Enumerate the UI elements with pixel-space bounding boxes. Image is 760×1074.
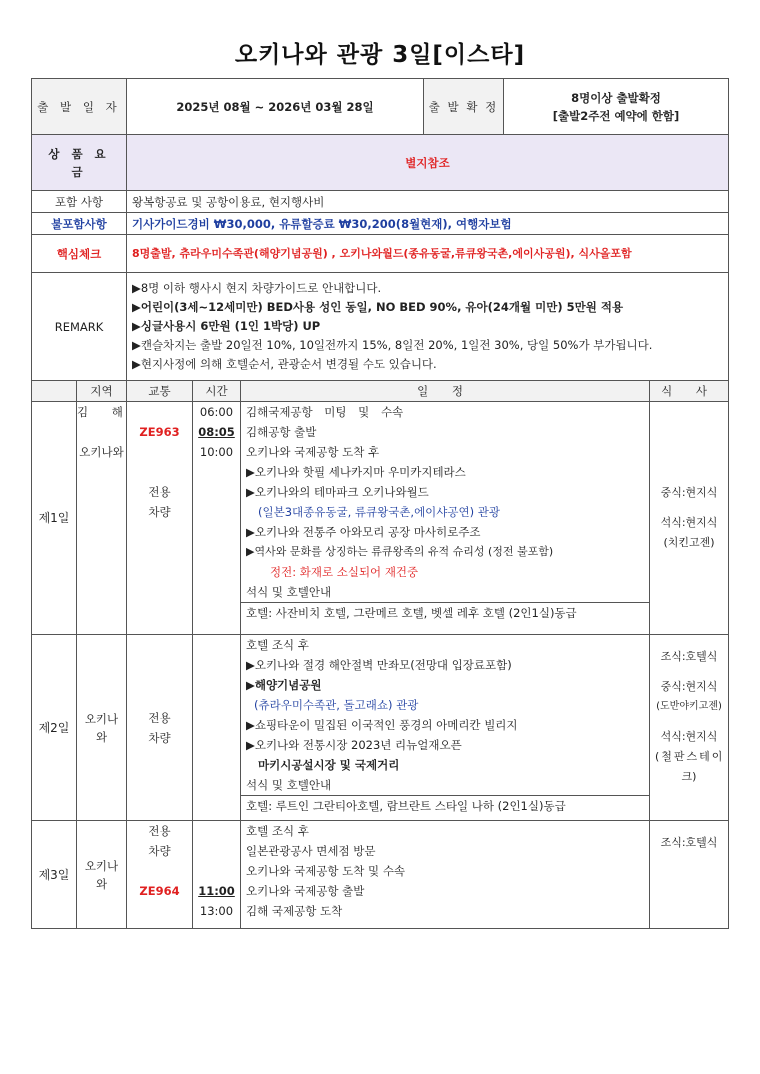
confirm-line-1: 8명이상 출발확정 bbox=[571, 90, 661, 105]
day-1-region-1: 김 해 bbox=[77, 405, 133, 419]
day-1-hotel: 호텔: 사잔비치 호텔, 그란메르 호텔, 벳셀 레후 호텔 (2인1실)동급 bbox=[241, 602, 649, 624]
page-title: 오키나와 관광 3일[이스타] bbox=[234, 42, 526, 68]
day-3-label: 제3일 bbox=[32, 821, 77, 929]
excluded-value: 기사가이드경비 ₩30,000, 유류할증료 ₩30,200(8월현재), 여행자보험 bbox=[127, 213, 729, 235]
meal: 중식:현지식 bbox=[660, 486, 718, 499]
included-value: 왕복항공료 및 공항이용료, 현지행사비 bbox=[127, 191, 729, 213]
key-check-value: 8명출발, 츄라우미수족관(해양기념공원) , 오키나와월드(종유동굴,류큐왕국촌,에이사공원), 식사올포함 bbox=[127, 235, 729, 273]
price-label: 상 품 요 금 bbox=[32, 135, 127, 191]
remark-line: ▶어린이(3세~12세미만) BED사용 성인 동일, NO BED 90%, 유아(24개월 미만) 5만원 적용 bbox=[132, 300, 624, 314]
header-transport: 교통 bbox=[127, 381, 193, 402]
day-2-transport-2: 차량 bbox=[148, 730, 171, 745]
header-meals: 식 사 bbox=[650, 381, 729, 402]
header-time: 시간 bbox=[193, 381, 241, 402]
day-1-time-2: 08:05 bbox=[198, 425, 235, 439]
day-1-time-1: 06:00 bbox=[199, 405, 234, 419]
day-2-region: 오키나와 bbox=[77, 635, 127, 821]
day-2-hotel: 호텔: 루트인 그란티아호텔, 람브란트 스타일 나하 (2인1실)동급 bbox=[241, 795, 649, 817]
excluded-label: 불포함사항 bbox=[32, 213, 127, 235]
price-row bbox=[32, 135, 729, 191]
day-2-transport-1: 전용 bbox=[148, 710, 171, 725]
remark-line: ▶싱글사용시 6만원 (1인 1박당) UP bbox=[132, 319, 321, 333]
day-3-transport-2: 차량 bbox=[148, 844, 171, 858]
departure-row bbox=[32, 79, 729, 135]
day-3-flight: ZE964 bbox=[139, 884, 180, 898]
day-1-time-3: 10:00 bbox=[199, 445, 234, 459]
itinerary-item: ▶쇼핑타운이 밀집된 이국적인 풍경의 아메리칸 빌리지 bbox=[246, 718, 518, 732]
itinerary-item: 오키나와 국제공항 도착 및 수속 bbox=[246, 864, 406, 878]
itinerary-item: 마키시공설시장 및 국제거리 bbox=[258, 758, 400, 772]
meal: 석식:현지식 bbox=[660, 516, 718, 529]
day-1-row bbox=[32, 402, 729, 635]
itinerary-item: 일본관광공사 면세점 방문 bbox=[246, 844, 376, 858]
included-row bbox=[32, 191, 729, 213]
itinerary-item: ▶오키나와 절경 해안절벽 만좌모(전망대 입장료포함) bbox=[246, 658, 512, 672]
remark-row bbox=[32, 273, 729, 381]
day-1-transport-2: 차량 bbox=[148, 505, 171, 519]
day-2-label: 제2일 bbox=[32, 635, 77, 821]
confirm-label: 출 발 확 정 bbox=[423, 79, 504, 134]
remark-line: ▶현지사정에 의해 호텔순서, 관광순서 변경될 수도 있습니다. bbox=[132, 357, 437, 371]
day-3-region: 오키나와 bbox=[77, 821, 127, 929]
meal: 조식:호텔식 bbox=[660, 836, 718, 849]
remark-label: REMARK bbox=[32, 273, 127, 381]
itinerary-item: 오키나와 국제공항 도착 후 bbox=[246, 445, 380, 459]
itinerary-item: ▶해양기념공원 bbox=[246, 678, 322, 692]
remark-line: ▶캔슬차지는 출발 20일전 10%, 10일전까지 15%, 8일전 20%, 1일전 30%, 당일 50%가 부가됩니다. bbox=[132, 338, 653, 352]
meal: 석식:현지식 bbox=[660, 730, 718, 743]
departure-label: 출 발 일 자 bbox=[32, 79, 127, 135]
itinerary-item: ▶오키나와 핫필 세나카지마 우미카지테라스 bbox=[246, 465, 466, 479]
itinerary-item: (츄라우미수족관, 돌고래쇼) 관광 bbox=[254, 698, 419, 712]
itinerary-item: 정전: 화재로 소실되어 재건중 bbox=[270, 565, 419, 579]
schedule-header bbox=[32, 381, 729, 402]
itinerary-item: 호텔 조식 후 bbox=[246, 638, 309, 652]
day-3-time-2: 13:00 bbox=[199, 904, 234, 918]
meal: 크) bbox=[681, 770, 697, 783]
day-1-transport-1: 전용 bbox=[148, 485, 171, 499]
itinerary-item: 호텔 조식 후 bbox=[246, 824, 309, 838]
tour-table bbox=[31, 78, 729, 929]
itinerary-item: 김해공항 출발 bbox=[246, 425, 317, 439]
day-1-region-2: 오키나와 bbox=[79, 445, 124, 459]
meal: 조식:호텔식 bbox=[660, 650, 718, 663]
day-1-flight: ZE963 bbox=[139, 425, 180, 439]
included-label: 포함 사항 bbox=[32, 191, 127, 213]
header-region: 지역 bbox=[77, 381, 127, 402]
key-check-label: 핵심체크 bbox=[32, 235, 127, 273]
meal: (철판스테이 bbox=[655, 750, 725, 763]
departure-dates: 2025년 08월 ~ 2026년 03월 28일 bbox=[176, 99, 374, 114]
confirm-line-2: [출발2주전 예약에 한함] bbox=[552, 108, 680, 123]
price-value: 별지참조 bbox=[127, 135, 729, 191]
itinerary-item: ▶오키나와의 테마파크 오키나와월드 bbox=[246, 485, 429, 499]
day-3-row bbox=[32, 821, 729, 929]
key-check-row bbox=[32, 235, 729, 273]
itinerary-item: (일본3대종유동굴, 류큐왕국촌,에이샤공연) 관광 bbox=[258, 505, 500, 519]
excluded-row bbox=[32, 213, 729, 235]
itinerary-item: ▶오키나와 전통시장 2023년 리뉴얼재오픈 bbox=[246, 738, 462, 752]
itinerary-item: ▶오키나와 전통주 아와모리 공장 마사히로주조 bbox=[246, 525, 481, 539]
itinerary-item: 석식 및 호텔안내 bbox=[246, 585, 332, 599]
header-itinerary: 일 정 bbox=[241, 381, 650, 402]
remark-line: ▶8명 이하 행사시 현지 차량가이드로 안내합니다. bbox=[132, 281, 382, 295]
day-3-transport-1: 전용 bbox=[148, 824, 171, 838]
meal: (치킨고젠) bbox=[663, 536, 715, 549]
itinerary-item: 오키나와 국제공항 출발 bbox=[246, 884, 365, 898]
meal: (도반야키고젠) bbox=[656, 701, 722, 712]
itinerary-item: ▶역사와 문화를 상징하는 류큐왕족의 유적 슈리성 (정전 불포함) bbox=[246, 545, 554, 558]
itinerary-item: 김해국제공항 미팅 및 수속 bbox=[246, 405, 404, 419]
itinerary-item: 김해 국제공항 도착 bbox=[246, 904, 343, 918]
day-2-row bbox=[32, 635, 729, 821]
day-1-label: 제1일 bbox=[32, 402, 77, 635]
meal: 중식:현지식 bbox=[660, 680, 718, 693]
itinerary-item: 석식 및 호텔안내 bbox=[246, 778, 332, 792]
day-3-time-1: 11:00 bbox=[198, 884, 235, 898]
